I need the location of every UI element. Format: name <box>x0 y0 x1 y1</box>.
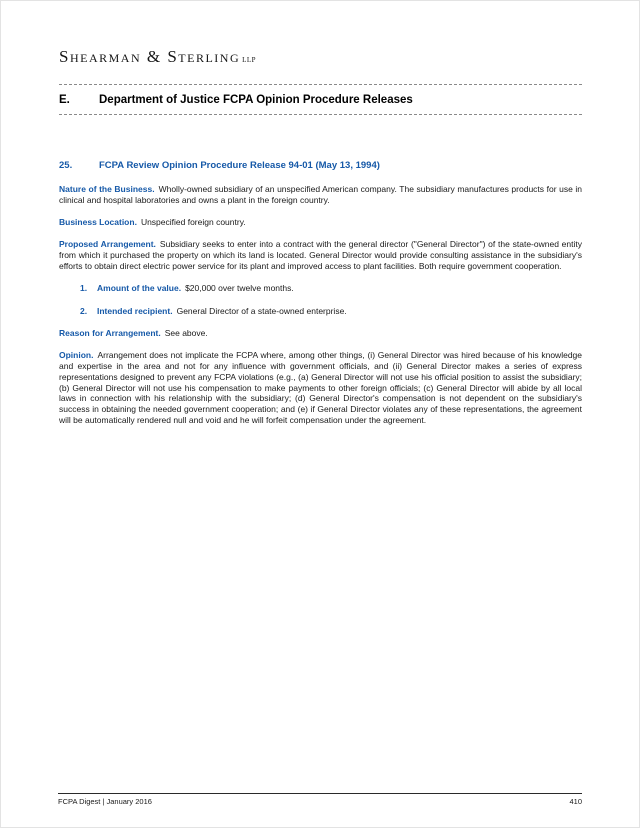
section-number: E. <box>59 94 70 106</box>
company-logo-name: Shearman & Sterling <box>59 47 241 66</box>
company-logo-llp-suffix: LLP <box>242 56 257 64</box>
list-item-label: Intended recipient. <box>97 305 173 316</box>
list-item-body <box>97 283 294 294</box>
paragraph-proposed-arrangement <box>59 239 582 271</box>
list-item-amount-of-value <box>80 283 582 294</box>
paragraph-label: Proposed Arrangement. <box>59 239 156 250</box>
section-heading <box>59 94 582 106</box>
section-title: Department of Justice FCPA Opinion Procedure Releases <box>99 94 413 106</box>
paragraph-text: Subsidiary seeks to enter into a contract with the general director ("General Director") of the state-owned entity from which it purchased the property on which its land is located. General Director would provide consulting assistance in the subsidiary's efforts to obtain direct electric power service for its plant and improved access to plant facilities. Both require government cooperation. <box>59 239 583 271</box>
paragraph-reason-for-arrangement <box>59 328 582 339</box>
paragraph-business-location <box>59 217 582 228</box>
list-item-number: 2. <box>80 305 88 316</box>
list-item-label: Amount of the value. <box>97 283 182 294</box>
page-footer <box>58 793 582 806</box>
divider-under-heading <box>59 114 582 115</box>
paragraph-label: Reason for Arrangement. <box>59 327 161 338</box>
paragraph-text: See above. <box>164 327 208 338</box>
footer-page-number: 410 <box>569 797 582 806</box>
list-item-body <box>97 306 347 317</box>
paragraph-text: Wholly-owned subsidiary of an unspecified American company. The subsidiary manufactures products for use in clinical and hospital laboratories and owns a plant in the foreign country. <box>59 184 582 205</box>
divider-top <box>59 84 582 85</box>
list-item-intended-recipient <box>80 306 582 317</box>
page-content <box>1 1 639 426</box>
list-item-number: 1. <box>80 283 88 294</box>
paragraph-label: Nature of the Business. <box>59 184 155 194</box>
list-item-text: General Director of a state-owned enterprise. <box>176 305 347 316</box>
company-logo <box>59 47 582 67</box>
paragraph-label: Opinion. <box>59 350 94 361</box>
footer-document-title: FCPA Digest | January 2016 <box>58 797 152 806</box>
paragraph-text: Unspecified foreign country. <box>140 217 246 228</box>
paragraph-text: Arrangement does not implicate the FCPA where, among other things, (i) General Director was hired because of his knowledge and expertise in the area and not for any influence with government officials, and (ii) General Director makes a series of express representations designed to prevent any FCPA violations (e.g., (a) General Director will not use his official position to assist the subsidiary; (b) General Director will not use his compensation to make payments to other foreign officials; (c) General Director will abide by all local laws in connection with his relationship with the subsidiary; (d) General Director's compensation is not dependent on the subsidiary's success in obtaining the needed government cooperation; and (e) if General Director violates any of these representations, the agreement will be automatically rendered null and void and he will forfeit compensation under the agreement. <box>59 350 582 425</box>
paragraph-opinion <box>59 350 582 426</box>
list-item-text: $20,000 over twelve months. <box>185 283 294 294</box>
release-number: 25. <box>59 160 73 171</box>
paragraph-nature-of-business <box>59 184 582 206</box>
paragraph-label: Business Location. <box>59 217 137 228</box>
release-title: FCPA Review Opinion Procedure Release 94-01 (May 13, 1994) <box>99 160 380 171</box>
release-heading <box>59 160 582 171</box>
